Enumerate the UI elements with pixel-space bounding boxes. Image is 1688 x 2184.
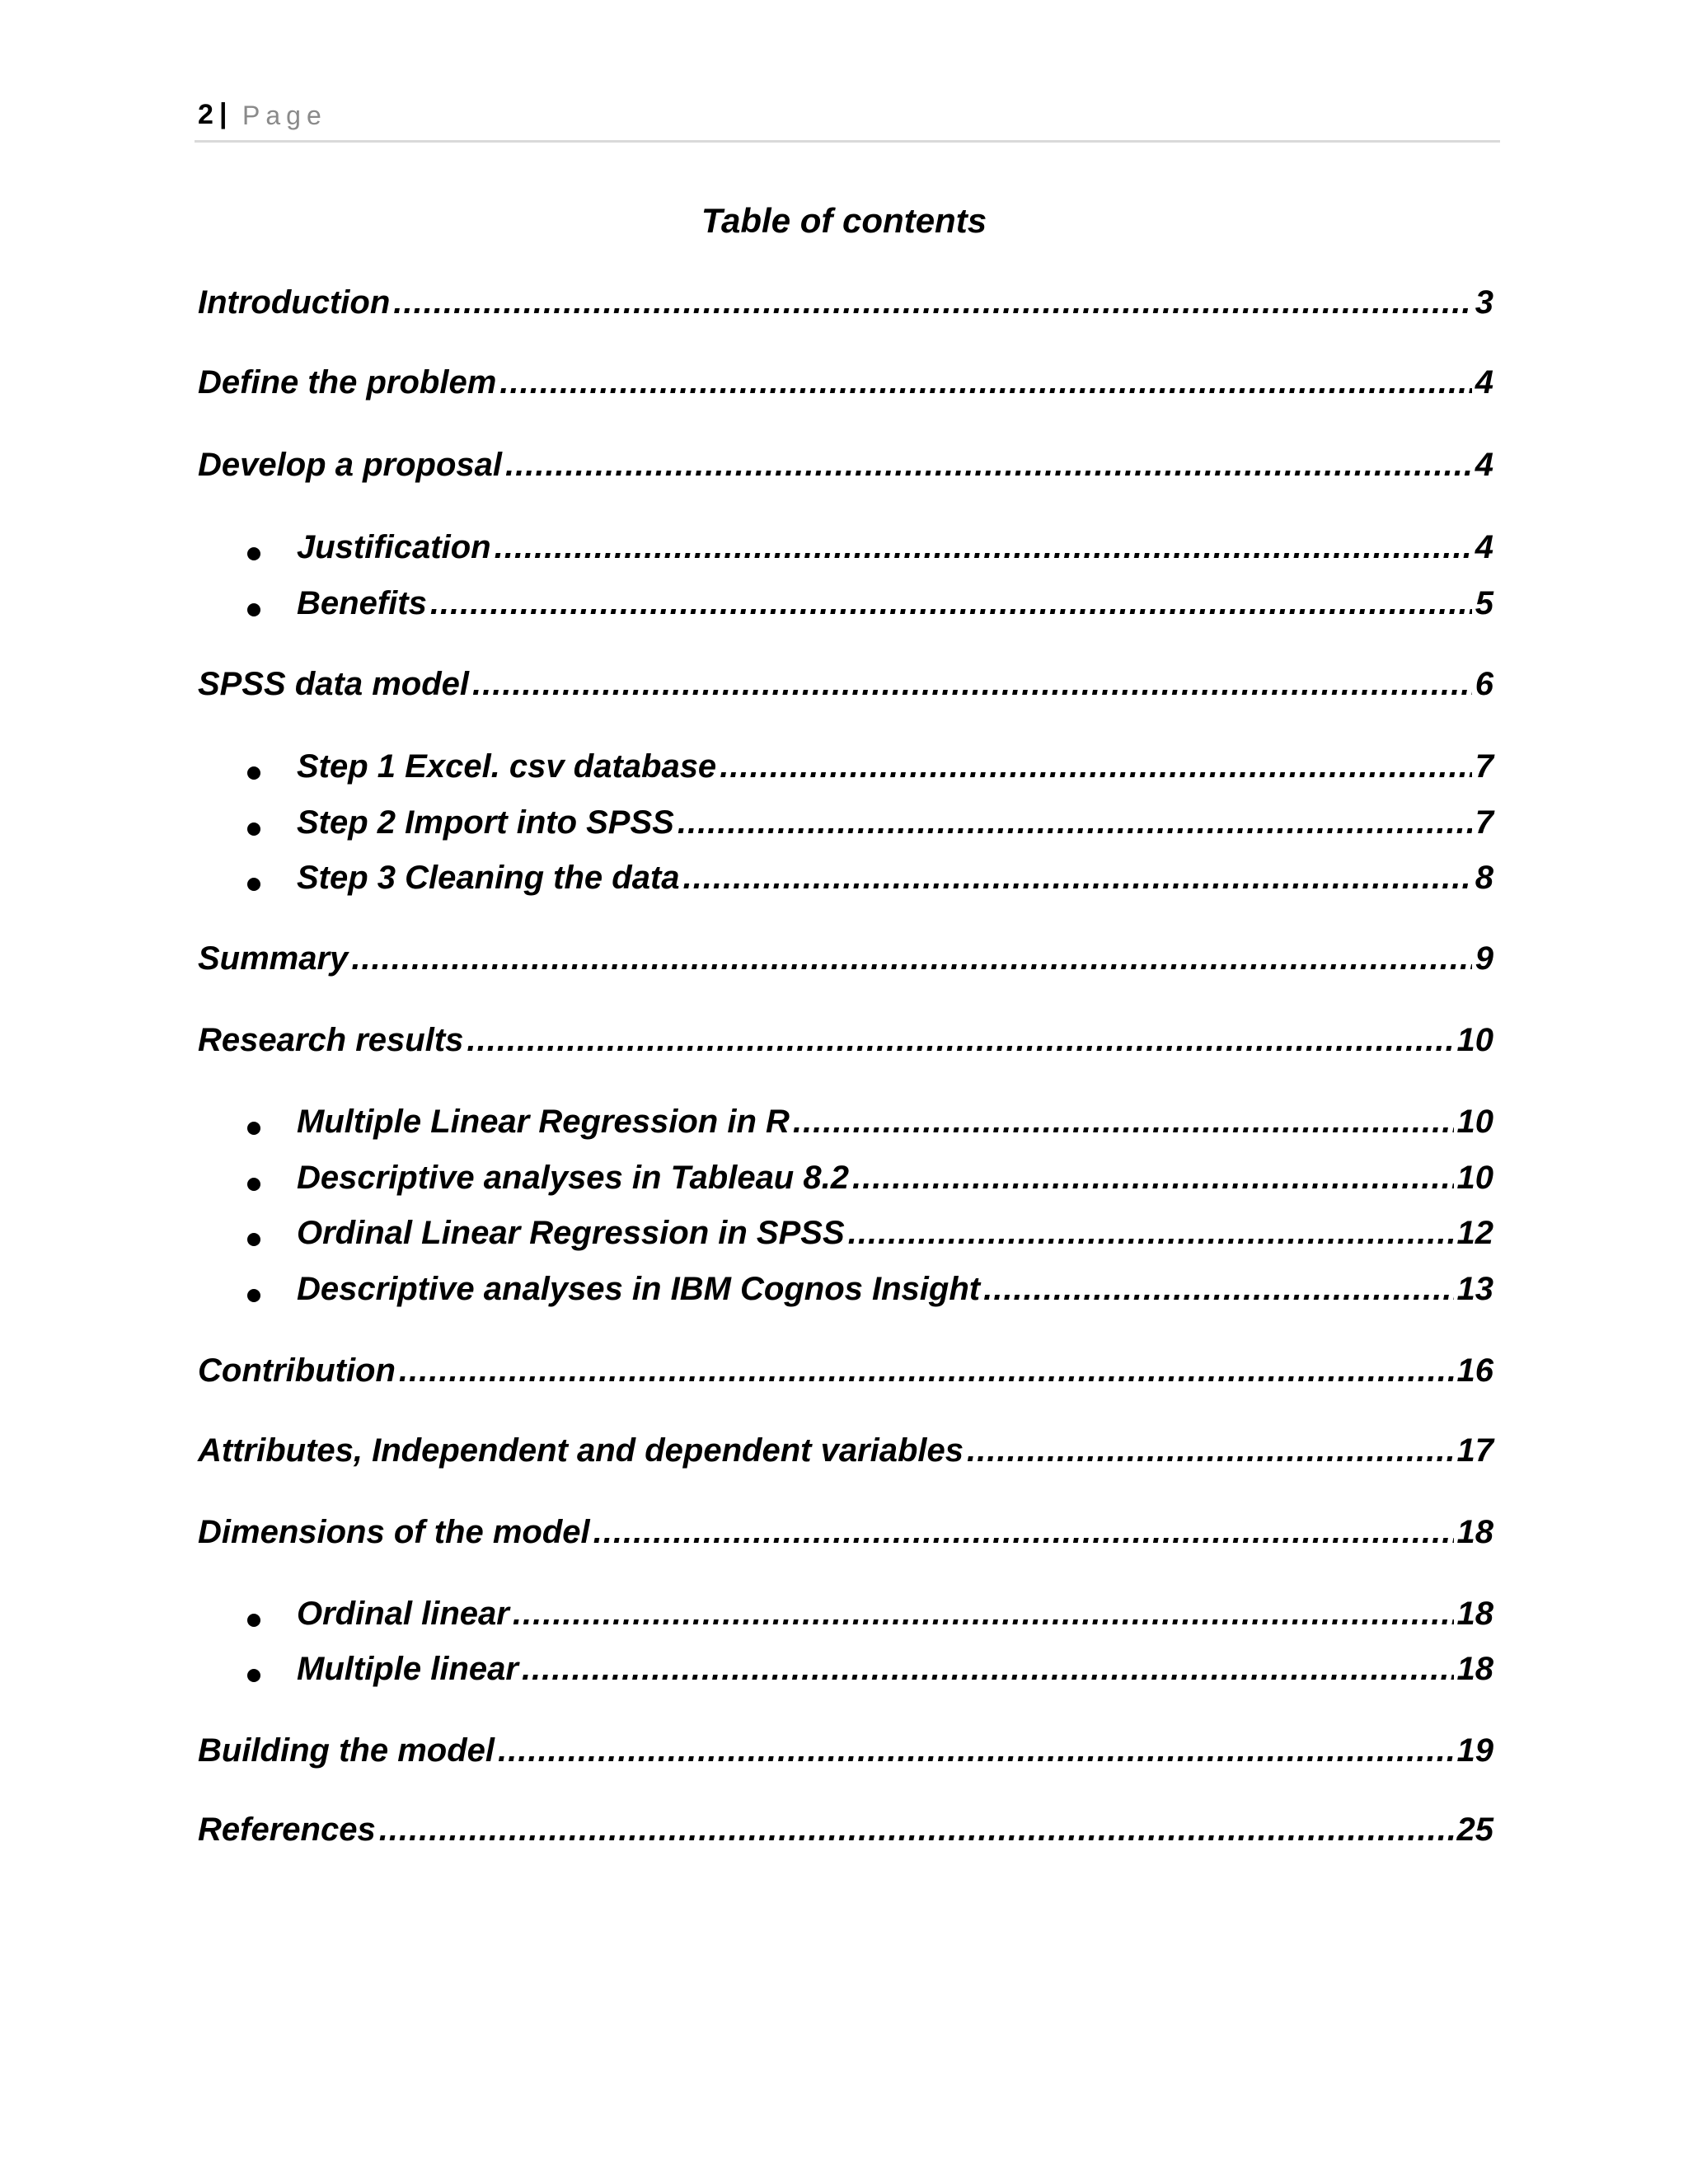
toc-entry-page: 25 [1456,1811,1493,1848]
bullet-icon [247,1122,260,1135]
toc-entry-page: 10 [1456,1160,1493,1196]
toc-entry-page: 7 [1475,804,1493,841]
toc-entry-page: 3 [1475,284,1493,321]
toc-leader-dots [593,1514,1454,1551]
toc-leader-dots [472,666,1472,703]
toc-entry[interactable] [297,1160,1493,1202]
toc-entry[interactable] [198,1352,1493,1395]
toc-leader-dots [379,1811,1454,1849]
toc-entry-label: Ordinal Linear Regression in SPSS [297,1215,845,1251]
bullet-icon [247,1233,260,1246]
toc-leader-dots [351,940,1471,977]
toc-leader-dots [967,1432,1453,1469]
toc-leader-dots [852,1160,1454,1197]
toc-entry[interactable] [198,1022,1493,1065]
toc-leader-dots [683,860,1472,897]
toc-entry-page: 4 [1475,447,1493,483]
toc-entry[interactable] [198,364,1493,407]
toc-leader-dots [430,585,1472,622]
toc-entry-page: 9 [1475,940,1493,977]
toc-leader-dots [499,364,1471,401]
toc-entry-label: Define the problem [198,364,497,401]
toc-leader-dots [983,1271,1453,1308]
bullet-icon [247,1614,260,1627]
toc-entry[interactable] [297,529,1493,572]
toc-entry-page: 18 [1456,1514,1493,1550]
toc-entry[interactable] [297,1271,1493,1314]
toc-entry-label: References [198,1811,376,1848]
bullet-icon [247,823,260,836]
toc-entry-label: Descriptive analyses in Tableau 8.2 [297,1160,849,1196]
toc-title: Table of contents [701,201,987,240]
bullet-icon [247,603,260,616]
bullet-icon [247,1289,260,1302]
toc-leader-dots [505,447,1472,484]
page-header [195,96,1500,143]
toc-entry-label: Step 3 Cleaning the data [297,860,680,896]
toc-entry-page: 18 [1456,1596,1493,1632]
toc-leader-dots [513,1596,1454,1633]
toc-entry[interactable] [198,666,1493,709]
toc-leader-dots [720,748,1472,785]
toc-entry-page: 8 [1475,860,1493,896]
toc-entry-page: 4 [1475,529,1493,565]
toc-entry-label: Contribution [198,1352,396,1389]
toc-leader-dots [678,804,1472,841]
page-label: Page [242,101,327,130]
toc-entry[interactable] [297,1651,1493,1694]
toc-entry-label: Justification [297,529,491,565]
toc-entry-label: Step 1 Excel. csv database [297,748,717,785]
toc-entry-label: Attributes, Independent and dependent variables [198,1432,964,1469]
toc-entry-page: 17 [1456,1432,1493,1469]
toc-entry[interactable] [198,1732,1493,1775]
toc-entry-label: SPSS data model [198,666,469,702]
toc-leader-dots [793,1104,1454,1141]
toc-entry-page: 19 [1456,1732,1493,1769]
toc-leader-dots [393,284,1471,321]
bullet-icon [247,1178,260,1191]
toc-entry[interactable] [297,804,1493,847]
page-number: 2 [198,99,213,130]
toc-entry-page: 13 [1456,1271,1493,1307]
toc-leader-dots [848,1215,1454,1252]
toc-entry-label: Develop a proposal [198,447,502,483]
toc-entry-label: Benefits [297,585,427,621]
toc-leader-dots [498,1732,1454,1769]
toc-entry-label: Introduction [198,284,391,321]
toc-entry-label: Dimensions of the model [198,1514,590,1550]
toc-entry[interactable] [297,748,1493,791]
toc-entry[interactable] [297,1215,1493,1258]
toc-entry[interactable] [297,860,1493,902]
toc-entry-label: Summary [198,940,349,977]
toc-leader-dots [467,1022,1453,1059]
toc-entry[interactable] [198,447,1493,490]
toc-entry-page: 5 [1475,585,1493,621]
toc-entry-label: Descriptive analyses in IBM Cognos Insight [297,1271,981,1307]
toc-entry-page: 16 [1456,1352,1493,1389]
toc-entry-page: 7 [1475,748,1493,785]
bullet-icon [247,1669,260,1682]
toc-entry[interactable] [198,1811,1493,1854]
toc-entry-label: Multiple Linear Regression in R [297,1104,790,1140]
page-separator: | [219,98,227,129]
toc-leader-dots [522,1651,1454,1688]
toc-entry[interactable] [198,1432,1493,1475]
toc-entry-page: 12 [1456,1215,1493,1251]
toc-entry[interactable] [198,284,1493,327]
bullet-icon [247,766,260,780]
toc-entry[interactable] [198,940,1493,983]
toc-entry-label: Step 2 Import into SPSS [297,804,674,841]
toc-entry[interactable] [297,1596,1493,1638]
toc-leader-dots [495,529,1472,566]
toc-entry-label: Research results [198,1022,464,1058]
toc-entry-page: 18 [1456,1651,1493,1687]
toc-entry[interactable] [297,585,1493,628]
bullet-icon [247,878,260,891]
toc-entry[interactable] [198,1514,1493,1557]
toc-leader-dots [399,1352,1454,1390]
bullet-icon [247,547,260,560]
toc-entry-page: 10 [1456,1022,1493,1058]
toc-entry-label: Building the model [198,1732,495,1769]
toc-entry-label: Ordinal linear [297,1596,509,1632]
toc-entry[interactable] [297,1104,1493,1146]
toc-entry-page: 4 [1475,364,1493,401]
toc-entry-label: Multiple linear [297,1651,518,1687]
toc-entry-page: 10 [1456,1104,1493,1140]
toc-entry-page: 6 [1475,666,1493,702]
